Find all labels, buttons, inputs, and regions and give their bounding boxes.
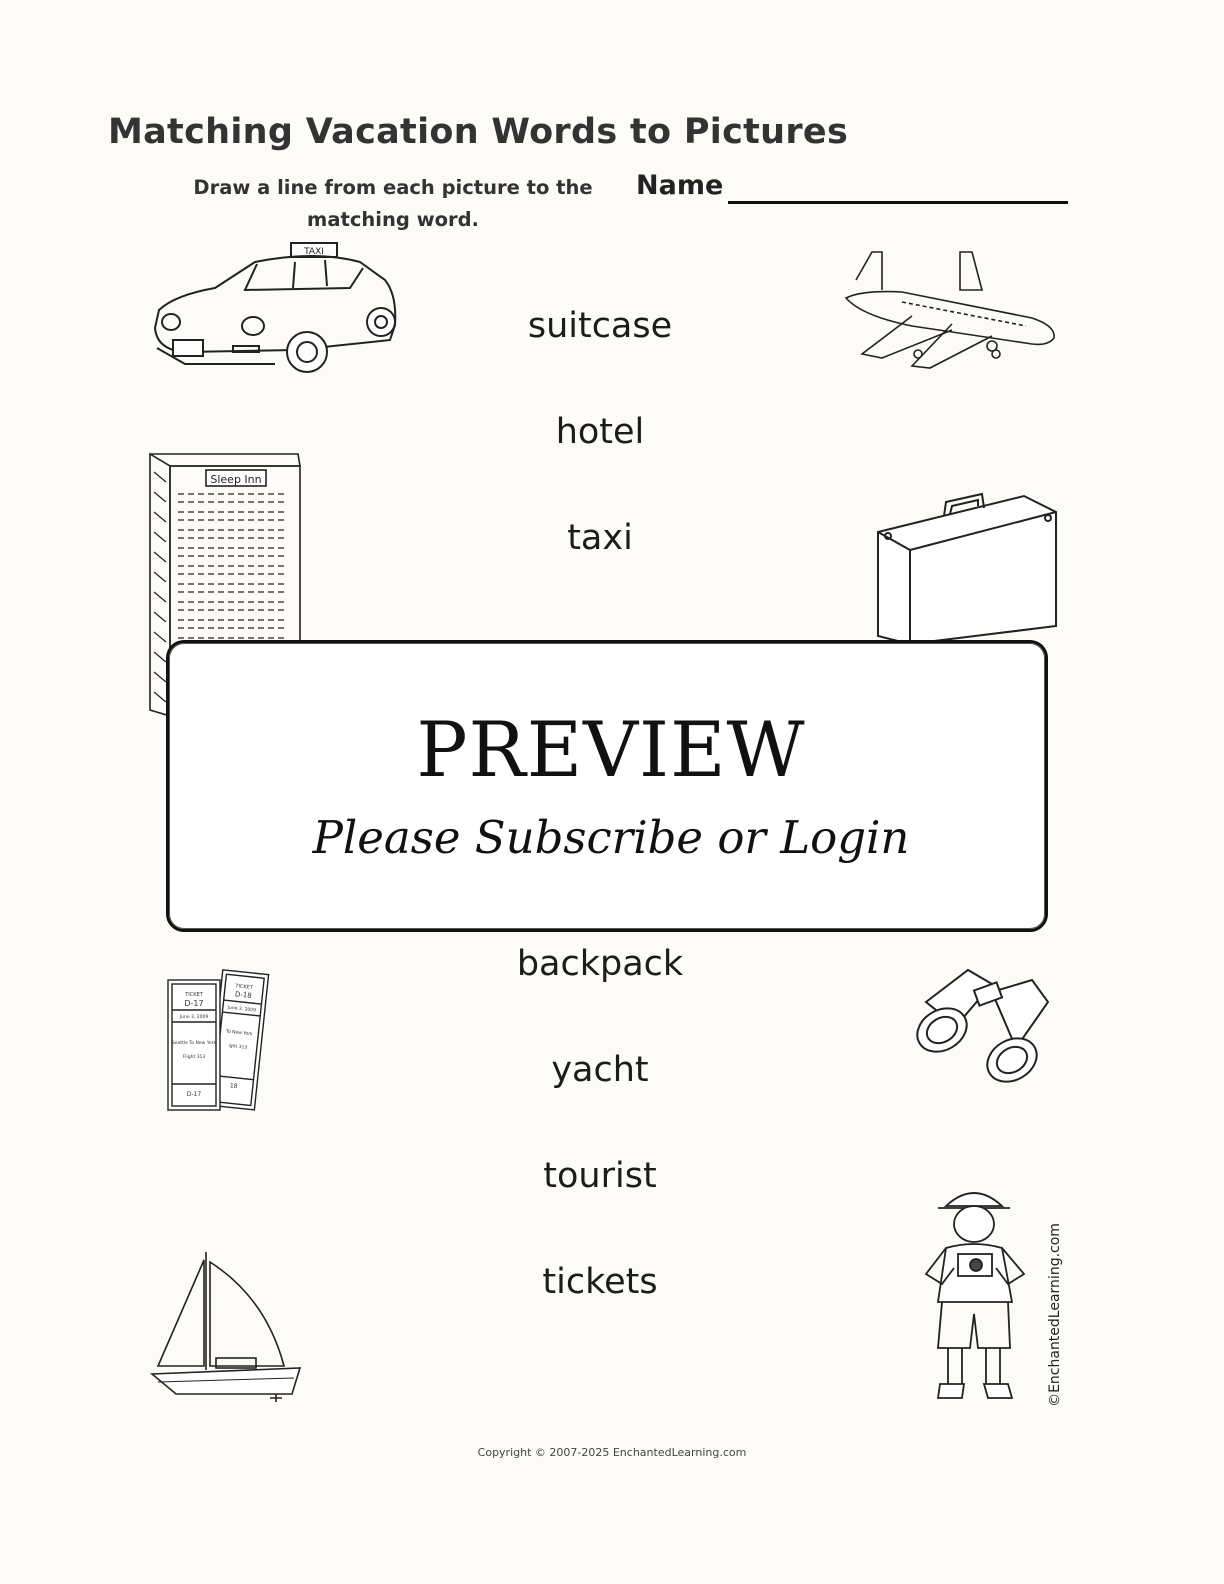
- ticket1-date: June 3, 2009: [179, 1015, 209, 1020]
- name-label: Name: [636, 170, 724, 201]
- ticket2-header: TICKET: [235, 983, 254, 992]
- taxi-sign-text: TAXI: [304, 247, 324, 257]
- page-title: Matching Vacation Words to Pictures: [108, 112, 849, 152]
- instructions: Draw a line from each picture to the matching word.: [193, 176, 593, 231]
- hotel-sign-text: Sleep Inn: [210, 473, 262, 486]
- word-yacht[interactable]: yacht: [551, 1050, 649, 1090]
- binoculars-picture[interactable]: [912, 962, 1056, 1090]
- airplane-picture[interactable]: [842, 250, 1060, 372]
- ticket2-flight: ight 313: [228, 1043, 248, 1051]
- ticket1-route: Seattle To New York: [171, 1041, 217, 1046]
- preview-overlay[interactable]: [166, 640, 1048, 932]
- copyright: Copyright © 2007-2025 EnchantedLearning.com: [477, 1446, 747, 1459]
- sailboat-picture[interactable]: [146, 1248, 306, 1406]
- word-taxi[interactable]: taxi: [567, 518, 633, 558]
- word-hotel[interactable]: hotel: [555, 412, 645, 452]
- credit: [1044, 1220, 1066, 1410]
- suitcase-picture[interactable]: [874, 476, 1060, 644]
- word-backpack[interactable]: backpack: [516, 944, 684, 984]
- ticket1-flight: Flight 313: [182, 1055, 206, 1060]
- name-line[interactable]: [728, 201, 1068, 204]
- credit-text: ©EnchantedLearning.com: [1047, 1223, 1063, 1407]
- ticket1-header: TICKET: [185, 992, 203, 998]
- ticket2-number: D-18: [234, 990, 253, 1000]
- word-tickets[interactable]: tickets: [542, 1262, 658, 1302]
- subscribe-login-link[interactable]: Please Subscribe or Login: [312, 811, 910, 864]
- tickets-picture[interactable]: [164, 966, 270, 1114]
- word-suitcase[interactable]: suitcase: [527, 306, 673, 346]
- ticket1-footer: D-17: [186, 1091, 202, 1098]
- ticket2-date: June 3, 2009: [227, 1005, 257, 1014]
- ticket2-route: To New York: [225, 1029, 253, 1038]
- ticket1-number: D-17: [184, 999, 204, 1008]
- preview-title: PREVIEW: [416, 705, 806, 794]
- taxi-picture[interactable]: [145, 240, 403, 386]
- tourist-picture[interactable]: [918, 1184, 1032, 1406]
- ticket2-footer: 18: [229, 1082, 238, 1090]
- word-tourist[interactable]: tourist: [543, 1156, 657, 1196]
